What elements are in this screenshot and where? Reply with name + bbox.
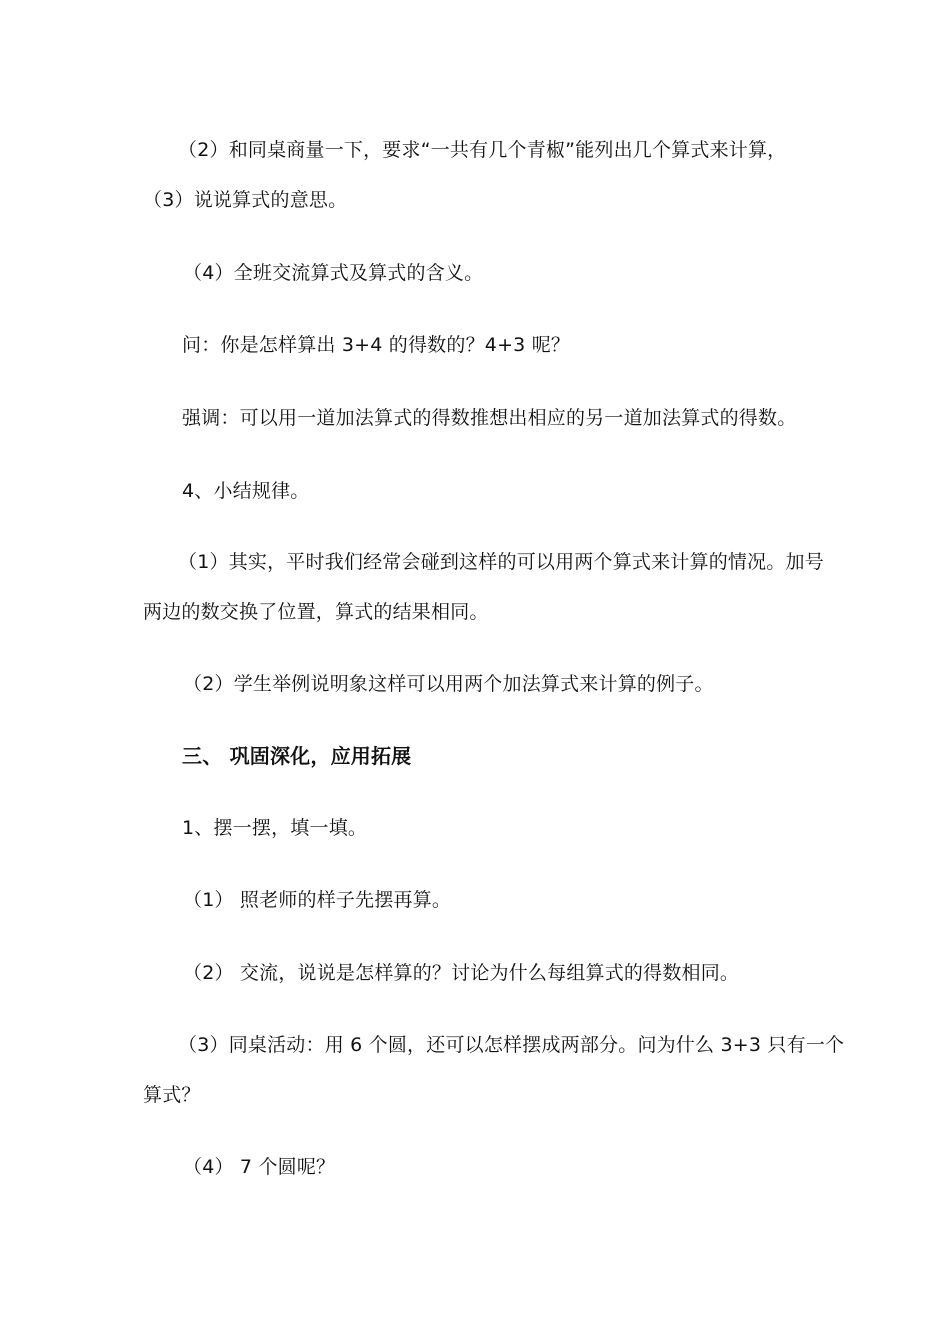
paragraph-line: （2）学生举例说明象这样可以用两个加法算式来计算的例子。 (183, 673, 714, 695)
paragraph-line: 1、摆一摆，填一填。 (182, 817, 368, 839)
paragraph-line: 4、小结规律。 (182, 480, 310, 502)
paragraph-line: （2）和同桌商量一下，要求“一共有几个青椒”能列出几个算式来计算， (178, 139, 787, 161)
paragraph-line: 算式？ (143, 1084, 201, 1106)
section-heading: 三、 巩固深化，应用拓展 (182, 744, 412, 768)
paragraph-line: 问：你是怎样算出 3+4 的得数的？4+3 呢？ (182, 334, 571, 356)
paragraph-line: （2） 交流，说说是怎样算的？讨论为什么每组算式的得数相同。 (183, 962, 740, 984)
paragraph-line: 强调：可以用一道加法算式的得数推想出相应的另一道加法算式的得数。 (182, 407, 797, 429)
paragraph-line: （4）全班交流算式及算式的含义。 (183, 262, 484, 284)
paragraph-line: （4） 7 个圆呢？ (183, 1156, 336, 1178)
paragraph-line: （1）其实，平时我们经常会碰到这样的可以用两个算式来计算的情况。加号 (178, 551, 824, 573)
paragraph-line: （1） 照老师的样子先摆再算。 (183, 889, 452, 911)
paragraph-line: 两边的数交换了位置，算式的结果相同。 (143, 601, 489, 623)
paragraph-line: （3）同桌活动：用 6 个圆，还可以怎样摆成两部分。问为什么 3+3 只有一个 (178, 1034, 845, 1056)
paragraph-line: （3）说说算式的意思。 (143, 189, 348, 211)
